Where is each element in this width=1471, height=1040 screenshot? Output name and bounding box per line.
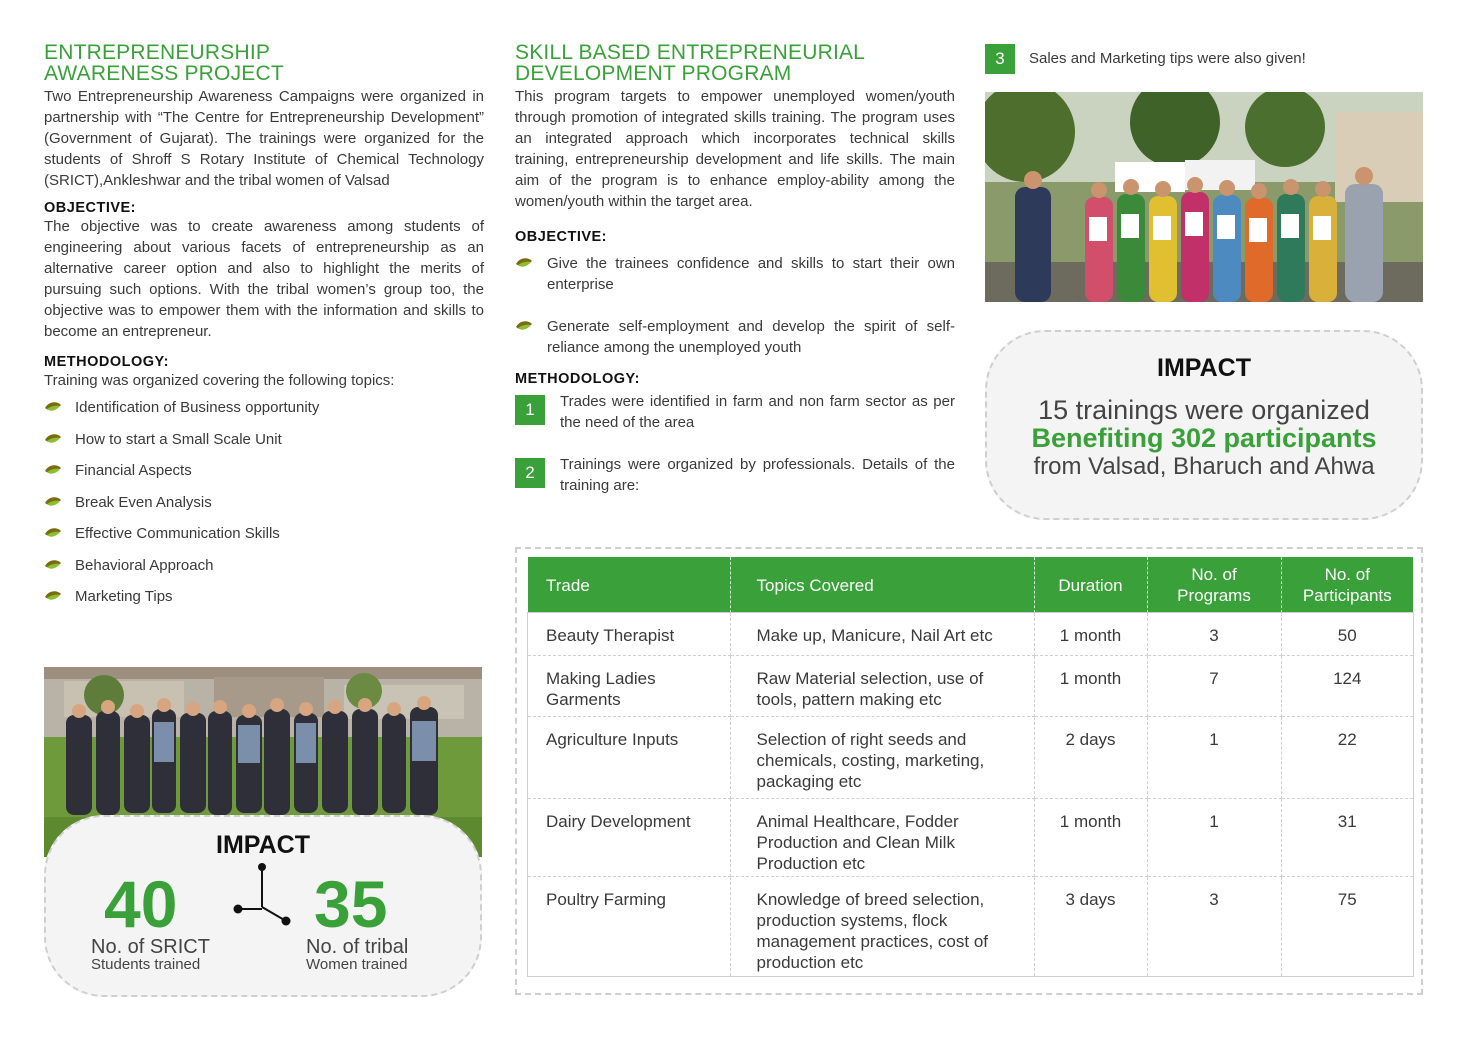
cell-trade: Making Ladies Garments bbox=[528, 655, 730, 716]
methodology-heading: METHODOLOGY: bbox=[44, 354, 169, 370]
objective-item: Give the trainees confidence and skills to start their own enterprise bbox=[515, 253, 955, 316]
objective-paragraph: The objective was to create awareness among students of engineering about various facets of entrepreneurship as an alternative career option and also to highlight the merits of pursuing such options. With the tribal women’s group too, the objective was to empower them with the information and skills to become an entrepreneur. bbox=[44, 218, 484, 340]
objective-item: Generate self-employment and develop the spirit of self-reliance among the unemployed youth bbox=[515, 316, 955, 371]
trainees-photo-image bbox=[985, 92, 1423, 302]
cell-topics: Make up, Manicure, Nail Art etc bbox=[730, 613, 1034, 655]
cell-programs: 3 bbox=[1147, 876, 1281, 976]
topic-item: How to start a Small Scale Unit bbox=[44, 429, 484, 461]
header-programs: No. of Programs bbox=[1147, 557, 1281, 613]
impact-title: IMPACT bbox=[216, 831, 310, 859]
leaf-bullet-icon bbox=[515, 257, 533, 269]
table-row bbox=[528, 798, 1413, 876]
impact-participants-line: Benefiting 302 participants bbox=[1031, 423, 1377, 453]
objective-heading: OBJECTIVE: bbox=[44, 200, 137, 216]
tribal-women-sub: Women trained bbox=[306, 956, 408, 973]
topic-item: Effective Communication Skills bbox=[44, 523, 484, 555]
header-trade: Trade bbox=[528, 557, 730, 613]
cell-duration: 1 month bbox=[1034, 613, 1147, 655]
impact-panel-srict bbox=[44, 815, 482, 997]
training-details-table-panel bbox=[515, 547, 1423, 995]
header-topics: Topics Covered bbox=[730, 557, 1034, 613]
skill-based-program-section bbox=[515, 42, 955, 497]
cell-programs: 1 bbox=[1147, 716, 1281, 798]
trainees-group-photo bbox=[985, 92, 1423, 302]
intro-paragraph: Two Entrepreneurship Awareness Campaigns were organized in partnership with “The Centre for Entrepreneurship Development” (Government of Gujarat). The trainings were organized for the students of Shroff S Rotary Institute of Chemical Technology (SRICT),Ankleshwar and the tribal women of Valsad bbox=[44, 88, 484, 189]
step-number-badge: 2 bbox=[515, 458, 545, 488]
cell-trade: Beauty Therapist bbox=[528, 613, 730, 655]
intro-paragraph: This program targets to empower unemployed women/youth through promotion of integrated skills training. The program uses an integrated approach which incorporates technical skills training, entrepreneurship development and life skills. The main aim of the program is to enhance employ-ability among the women/youth within the target area. bbox=[515, 88, 955, 210]
table-row bbox=[528, 655, 1413, 716]
cell-trade: Poultry Farming bbox=[528, 876, 730, 976]
cell-topics: Raw Material selection, use of tools, pattern making etc bbox=[730, 655, 1034, 716]
objective-heading: OBJECTIVE: bbox=[515, 229, 608, 245]
cell-participants: 75 bbox=[1337, 889, 1357, 909]
methodology-intro: Training was organized covering the following topics: bbox=[44, 372, 395, 389]
section-heading: SKILL BASED ENTREPRENEURIAL DEVELOPMENT PROGRAM bbox=[515, 41, 866, 85]
leaf-bullet-icon bbox=[44, 464, 62, 476]
cell-programs: 3 bbox=[1147, 613, 1281, 655]
cell-trade: Agriculture Inputs bbox=[528, 716, 730, 798]
cell-participants: 50 bbox=[1281, 613, 1413, 655]
step-number-badge: 1 bbox=[515, 395, 545, 425]
table-header-row bbox=[528, 557, 1413, 613]
impact-locations-line: from Valsad, Bharuch and Ahwa bbox=[1033, 453, 1375, 480]
table-row bbox=[528, 613, 1413, 655]
cell-programs: 1 bbox=[1147, 798, 1281, 876]
cell-topics: Animal Healthcare, Fodder Production and Clean Milk Production etc bbox=[730, 798, 1034, 876]
header-duration: Duration bbox=[1034, 557, 1147, 613]
tribal-women-count: 35 bbox=[314, 867, 388, 941]
methodology-steps: 1 Trades were identified in farm and non farm sector as per the need of the area 2 Trainings were organized by professionals. Details of the training are: bbox=[515, 387, 955, 497]
methodology-step-3: 3 Sales and Marketing tips were also given! bbox=[985, 44, 1425, 74]
connector-icon bbox=[232, 861, 292, 931]
topic-item: Break Even Analysis bbox=[44, 492, 484, 524]
cell-participants: 22 bbox=[1281, 716, 1413, 798]
topic-item: Financial Aspects bbox=[44, 460, 484, 492]
leaf-bullet-icon bbox=[44, 433, 62, 445]
leaf-bullet-icon bbox=[44, 496, 62, 508]
training-details-table bbox=[528, 557, 1413, 976]
step-number-badge: 3 bbox=[985, 44, 1015, 74]
impact-title: IMPACT bbox=[1157, 354, 1251, 382]
impact-panel-skill-program bbox=[985, 330, 1423, 520]
cell-participants: 31 bbox=[1281, 798, 1413, 876]
leaf-bullet-icon bbox=[44, 401, 62, 413]
topic-item: Behavioral Approach bbox=[44, 555, 484, 587]
methodology-heading: METHODOLOGY: bbox=[515, 371, 640, 387]
topic-item: Identification of Business opportunity bbox=[44, 397, 484, 429]
cell-duration: 1 month bbox=[1034, 655, 1147, 716]
cell-duration: 1 month bbox=[1034, 798, 1147, 876]
topic-item: Marketing Tips bbox=[44, 586, 484, 618]
section-heading: ENTREPRENEURSHIP AWARENESS PROJECT bbox=[44, 41, 284, 85]
srict-students-count: 40 bbox=[104, 867, 178, 941]
cell-participants: 124 bbox=[1281, 655, 1413, 716]
leaf-bullet-icon bbox=[44, 559, 62, 571]
cell-trade: Dairy Development bbox=[528, 798, 730, 876]
objectives-list bbox=[515, 253, 955, 371]
cell-topics: Selection of right seeds and chemicals, costing, marketing, packaging etc bbox=[730, 716, 1034, 798]
cell-duration: 3 days bbox=[1034, 876, 1147, 976]
leaf-bullet-icon bbox=[515, 320, 533, 332]
table-row bbox=[528, 716, 1413, 798]
tribal-women-label: No. of tribal bbox=[306, 936, 409, 958]
srict-students-label: No. of SRICT bbox=[91, 936, 210, 958]
cell-duration: 2 days bbox=[1034, 716, 1147, 798]
impact-trainings-line: 15 trainings were organized bbox=[1038, 395, 1370, 425]
cell-programs: 7 bbox=[1147, 655, 1281, 716]
entrepreneurship-awareness-section bbox=[44, 42, 484, 618]
header-participants: No. of Participants bbox=[1281, 557, 1413, 613]
cell-topics: Knowledge of breed selection, production systems, flock management practices, cost of production etc bbox=[730, 876, 1034, 976]
leaf-bullet-icon bbox=[44, 590, 62, 602]
srict-students-sub: Students trained bbox=[91, 956, 201, 973]
topics-list bbox=[44, 397, 484, 618]
leaf-bullet-icon bbox=[44, 527, 62, 539]
table-row bbox=[528, 876, 1413, 976]
